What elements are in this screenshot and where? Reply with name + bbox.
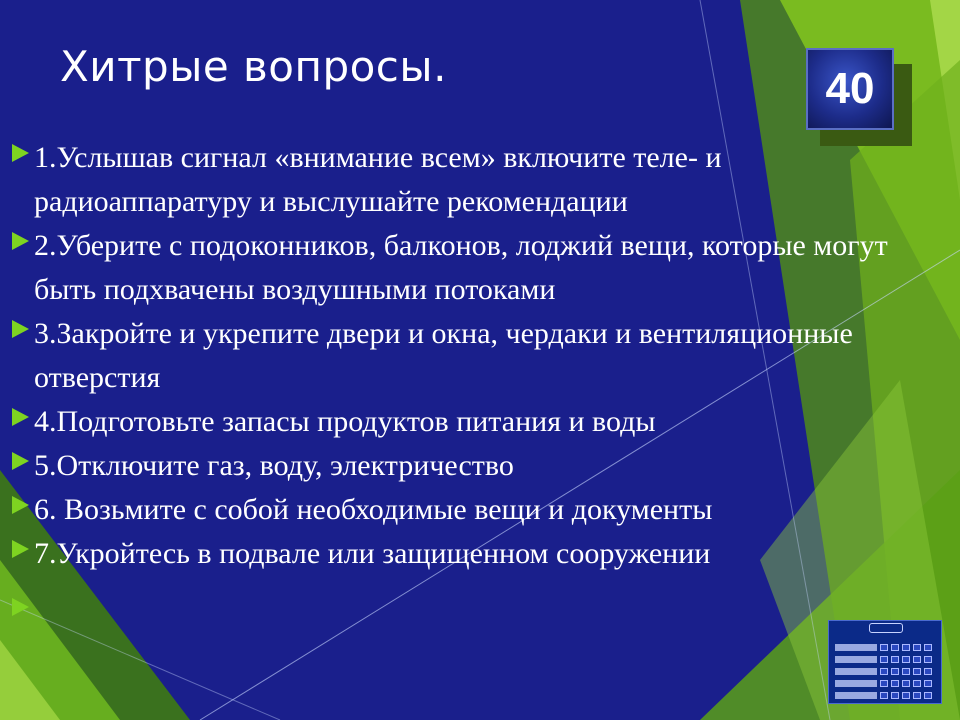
- list-item-text: 3.Закройте и укрепите двери и окна, чердаки и вентиляционные отверстия: [34, 317, 853, 394]
- list-item: [12, 136, 932, 224]
- score-value: 40: [825, 64, 875, 113]
- list-item-empty: [12, 590, 932, 634]
- list-item: [12, 532, 932, 576]
- list-item: [12, 224, 932, 312]
- slide-title: Хитрые вопросы.: [60, 42, 447, 91]
- triangle-bullet-icon: [12, 232, 29, 250]
- list-item: [12, 400, 932, 444]
- game-board-thumbnail-icon[interactable]: [828, 620, 942, 704]
- list-item: [12, 444, 932, 488]
- list-item-text: 2.Уберите с подоконников, балконов, лоджий вещи, которые могут быть подхвачены воздушными потоками: [34, 229, 888, 306]
- list-item-text: 4.Подготовьте запасы продуктов питания и воды: [34, 405, 656, 438]
- list-item-text: 5.Отключите газ, воду, электричество: [34, 449, 514, 482]
- thumbnail-row: [835, 643, 937, 652]
- thumbnail-row: [835, 667, 937, 676]
- list-item: [12, 312, 932, 400]
- thumbnail-header: [869, 623, 903, 633]
- answer-list: [12, 136, 932, 634]
- triangle-bullet-icon: [12, 598, 29, 616]
- list-item-text: 1.Услышав сигнал «внимание всем» включите теле- и радиоаппаратуру и выслушайте рекомендации: [34, 141, 722, 218]
- list-item: [12, 488, 932, 532]
- thumbnail-row: [835, 691, 937, 700]
- triangle-bullet-icon: [12, 452, 29, 470]
- list-item-text: 7.Укройтесь в подвале или защищенном сооружении: [34, 537, 711, 570]
- thumbnail-row: [835, 655, 937, 664]
- list-item-text: 6. Возьмите с собой необходимые вещи и документы: [34, 493, 713, 526]
- score-badge: [806, 48, 894, 130]
- thumbnail-row: [835, 679, 937, 688]
- triangle-bullet-icon: [12, 408, 29, 426]
- triangle-bullet-icon: [12, 320, 29, 338]
- triangle-bullet-icon: [12, 540, 29, 558]
- triangle-bullet-icon: [12, 496, 29, 514]
- triangle-bullet-icon: [12, 144, 29, 162]
